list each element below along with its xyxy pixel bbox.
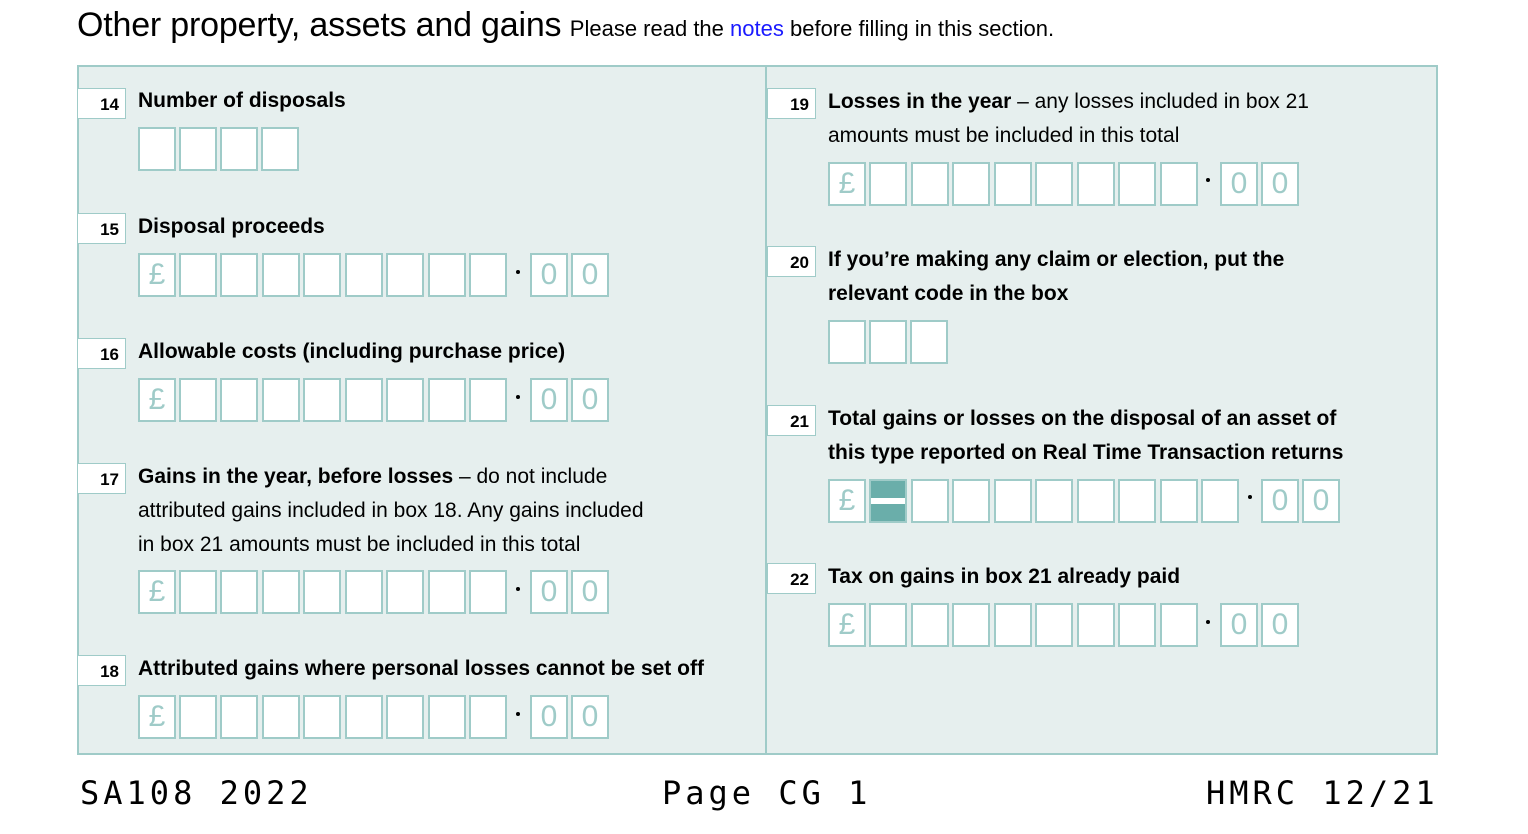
box-17-number: 17 — [77, 463, 126, 494]
box-20-label: If you’re making any claim or election, put the relevant code in the box — [828, 248, 1285, 305]
digit-cell[interactable] — [994, 479, 1032, 523]
digit-cell[interactable] — [869, 603, 907, 647]
pence-cell: 0 — [1261, 479, 1299, 523]
pence-cell: 0 — [571, 570, 609, 614]
digit-cell[interactable] — [345, 695, 383, 739]
footer-version: HMRC 12/21 — [1206, 774, 1439, 812]
digit-cell[interactable] — [345, 570, 383, 614]
digit-cell[interactable] — [386, 253, 424, 297]
box-20-number: 20 — [767, 246, 816, 277]
digit-cell[interactable] — [869, 162, 907, 206]
digit-cell[interactable] — [262, 378, 300, 422]
digit-cell[interactable] — [179, 570, 217, 614]
digit-cell[interactable] — [179, 127, 217, 171]
digit-cell[interactable] — [220, 570, 258, 614]
digit-cell[interactable] — [1160, 162, 1198, 206]
digit-cell[interactable] — [994, 603, 1032, 647]
minus-sign-cell[interactable] — [869, 479, 907, 523]
pence-cell: 0 — [571, 695, 609, 739]
box-19-number: 19 — [767, 88, 816, 119]
decimal-point-icon — [516, 270, 520, 274]
box-15-number: 15 — [77, 213, 126, 244]
digit-cell[interactable] — [303, 378, 341, 422]
digit-cell[interactable] — [1035, 603, 1073, 647]
box-19-label: Losses in the year – any losses included in box 21 amounts must be included in this total — [828, 90, 1309, 147]
box-14-number: 14 — [77, 88, 126, 119]
digit-cell[interactable] — [428, 253, 466, 297]
pence-cell: 0 — [530, 570, 568, 614]
decimal-point-icon — [1206, 620, 1210, 624]
digit-cell[interactable] — [952, 479, 990, 523]
digit-cell[interactable] — [345, 378, 383, 422]
box-22-number: 22 — [767, 563, 816, 594]
code-cell[interactable] — [910, 320, 948, 364]
box-16-label: Allowable costs (including purchase price) — [138, 340, 566, 363]
digit-cell[interactable] — [303, 695, 341, 739]
pence-cell: 0 — [530, 253, 568, 297]
digit-cell[interactable] — [179, 378, 217, 422]
digit-cell[interactable] — [469, 570, 507, 614]
code-cell[interactable] — [828, 320, 866, 364]
digit-cell[interactable] — [994, 162, 1032, 206]
section-title: Other property, assets and gains — [77, 6, 562, 44]
digit-cell[interactable] — [303, 253, 341, 297]
digit-cell[interactable] — [345, 253, 383, 297]
digit-cell[interactable] — [911, 479, 949, 523]
digit-cell[interactable] — [386, 570, 424, 614]
digit-cell[interactable] — [469, 253, 507, 297]
digit-cell[interactable] — [386, 378, 424, 422]
footer-form-id: SA108 2022 — [80, 774, 313, 812]
digit-cell[interactable] — [1077, 603, 1115, 647]
digit-cell[interactable] — [220, 695, 258, 739]
digit-cell[interactable] — [179, 253, 217, 297]
box-16-number: 16 — [77, 338, 126, 369]
digit-cell[interactable] — [220, 378, 258, 422]
digit-cell[interactable] — [1118, 603, 1156, 647]
digit-cell[interactable] — [262, 570, 300, 614]
pence-cell: 0 — [530, 695, 568, 739]
pound-icon: £ — [828, 603, 866, 647]
pence-cell: 0 — [1302, 479, 1340, 523]
pound-icon: £ — [138, 570, 176, 614]
pence-cell: 0 — [571, 253, 609, 297]
pence-cell: 0 — [1261, 162, 1299, 206]
pound-icon: £ — [828, 162, 866, 206]
footer-page-number: Page CG 1 — [662, 774, 872, 812]
decimal-point-icon — [1206, 178, 1210, 182]
digit-cell[interactable] — [1160, 603, 1198, 647]
digit-cell[interactable] — [428, 695, 466, 739]
box-18-label: Attributed gains where personal losses cannot be set off — [138, 657, 704, 680]
digit-cell[interactable] — [1118, 479, 1156, 523]
digit-cell[interactable] — [138, 127, 176, 171]
digit-cell[interactable] — [220, 127, 258, 171]
digit-cell[interactable] — [911, 603, 949, 647]
digit-cell[interactable] — [952, 162, 990, 206]
digit-cell[interactable] — [428, 378, 466, 422]
digit-cell[interactable] — [469, 378, 507, 422]
digit-cell[interactable] — [1077, 479, 1115, 523]
pound-icon: £ — [138, 378, 176, 422]
decimal-point-icon — [516, 712, 520, 716]
pence-cell: 0 — [1220, 603, 1258, 647]
digit-cell[interactable] — [262, 695, 300, 739]
digit-cell[interactable] — [220, 253, 258, 297]
box-17-label: Gains in the year, before losses – do not include attributed gains included in box 18. Any gains included in box 21 amounts must be included in this total — [138, 465, 644, 556]
digit-cell[interactable] — [1035, 479, 1073, 523]
digit-cell[interactable] — [386, 695, 424, 739]
digit-cell[interactable] — [1118, 162, 1156, 206]
notes-link[interactable]: notes — [730, 16, 784, 41]
digit-cell[interactable] — [911, 162, 949, 206]
box-18-number: 18 — [77, 655, 126, 686]
digit-cell[interactable] — [952, 603, 990, 647]
digit-cell[interactable] — [261, 127, 299, 171]
decimal-point-icon — [1248, 495, 1252, 499]
digit-cell[interactable] — [262, 253, 300, 297]
digit-cell[interactable] — [428, 570, 466, 614]
pence-cell: 0 — [571, 378, 609, 422]
box-21-label: Total gains or losses on the disposal of an asset of this type reported on Real Time Transaction returns — [828, 407, 1344, 464]
box-15-label: Disposal proceeds — [138, 215, 325, 238]
decimal-point-icon — [516, 395, 520, 399]
pound-icon: £ — [138, 253, 176, 297]
digit-cell[interactable] — [1035, 162, 1073, 206]
decimal-point-icon — [516, 587, 520, 591]
pence-cell: 0 — [1261, 603, 1299, 647]
section-note: Please read the notes before filling in this section. — [569, 16, 1055, 41]
pound-icon: £ — [138, 695, 176, 739]
code-cell[interactable] — [869, 320, 907, 364]
digit-cell[interactable] — [1160, 479, 1198, 523]
pound-icon: £ — [828, 479, 866, 523]
box-21-number: 21 — [767, 405, 816, 436]
section-heading — [77, 6, 1054, 45]
digit-cell[interactable] — [303, 570, 341, 614]
digit-cell[interactable] — [469, 695, 507, 739]
box-14-label: Number of disposals — [138, 89, 346, 112]
pence-cell: 0 — [1220, 162, 1258, 206]
digit-cell[interactable] — [179, 695, 217, 739]
box-22-label: Tax on gains in box 21 already paid — [828, 565, 1181, 588]
digit-cell[interactable] — [1077, 162, 1115, 206]
digit-cell[interactable] — [1201, 479, 1239, 523]
pence-cell: 0 — [530, 378, 568, 422]
